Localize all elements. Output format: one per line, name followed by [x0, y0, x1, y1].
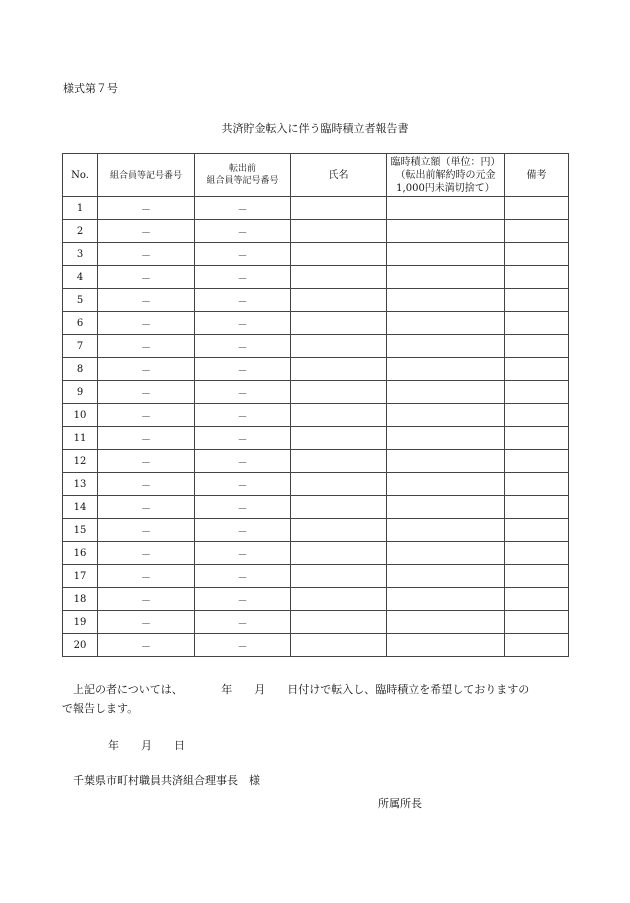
row-name	[291, 335, 387, 358]
row-amount	[387, 450, 505, 473]
row-amount	[387, 404, 505, 427]
row-amount	[387, 197, 505, 220]
row-name	[291, 312, 387, 335]
row-remarks	[505, 197, 569, 220]
header-name: 氏名	[291, 154, 387, 197]
row-prev-member-number: －	[195, 220, 291, 243]
row-member-number: －	[98, 197, 195, 220]
row-member-number: －	[98, 542, 195, 565]
row-member-number: －	[98, 381, 195, 404]
row-name	[291, 519, 387, 542]
row-member-number: －	[98, 496, 195, 519]
body-line-2: で報告します。	[62, 702, 139, 715]
report-table	[62, 153, 569, 657]
row-no: 15	[63, 519, 98, 542]
table-header-row	[63, 154, 569, 197]
row-name	[291, 220, 387, 243]
table-row	[63, 450, 569, 473]
row-prev-member-number: －	[195, 450, 291, 473]
table-row	[63, 243, 569, 266]
row-prev-member-number: －	[195, 634, 291, 657]
row-no: 11	[63, 427, 98, 450]
row-no: 13	[63, 473, 98, 496]
document-title: 共済貯金転入に伴う臨時積立者報告書	[221, 122, 409, 135]
table-row	[63, 197, 569, 220]
row-remarks	[505, 381, 569, 404]
row-member-number: －	[98, 427, 195, 450]
row-member-number: －	[98, 473, 195, 496]
row-amount	[387, 358, 505, 381]
row-member-number: －	[98, 450, 195, 473]
row-name	[291, 450, 387, 473]
row-remarks	[505, 565, 569, 588]
row-prev-member-number: －	[195, 565, 291, 588]
row-name	[291, 404, 387, 427]
row-prev-member-number: －	[195, 519, 291, 542]
row-prev-member-number: －	[195, 473, 291, 496]
row-amount	[387, 473, 505, 496]
row-member-number: －	[98, 312, 195, 335]
row-prev-member-number: －	[195, 335, 291, 358]
table-row	[63, 473, 569, 496]
row-member-number: －	[98, 634, 195, 657]
row-remarks	[505, 542, 569, 565]
row-amount	[387, 381, 505, 404]
row-remarks	[505, 289, 569, 312]
row-name	[291, 358, 387, 381]
header-prev-line1: 転出前	[228, 164, 256, 174]
header-amount-line3: 1,000円未満切捨て）	[396, 182, 495, 194]
table-row	[63, 611, 569, 634]
table-row	[63, 289, 569, 312]
row-remarks	[505, 243, 569, 266]
row-name	[291, 266, 387, 289]
row-no: 14	[63, 496, 98, 519]
row-prev-member-number: －	[195, 496, 291, 519]
row-no: 2	[63, 220, 98, 243]
row-amount	[387, 542, 505, 565]
row-remarks	[505, 220, 569, 243]
row-name	[291, 381, 387, 404]
row-prev-member-number: －	[195, 197, 291, 220]
header-prev-member-number	[195, 154, 291, 197]
row-member-number: －	[98, 266, 195, 289]
table-row	[63, 381, 569, 404]
row-remarks	[505, 404, 569, 427]
row-member-number: －	[98, 358, 195, 381]
row-amount	[387, 496, 505, 519]
row-remarks	[505, 335, 569, 358]
row-amount	[387, 266, 505, 289]
row-prev-member-number: －	[195, 312, 291, 335]
row-remarks	[505, 634, 569, 657]
row-amount	[387, 312, 505, 335]
row-no: 4	[63, 266, 98, 289]
row-prev-member-number: －	[195, 427, 291, 450]
row-no: 10	[63, 404, 98, 427]
header-amount-line2: （転出前解約時の元金	[395, 169, 496, 181]
row-prev-member-number: －	[195, 243, 291, 266]
header-amount	[387, 154, 505, 197]
row-member-number: －	[98, 335, 195, 358]
row-prev-member-number: －	[195, 289, 291, 312]
table-row	[63, 496, 569, 519]
row-remarks	[505, 427, 569, 450]
body-text	[62, 680, 572, 718]
table-row	[63, 542, 569, 565]
header-prev-line2: 組合員等記号番号	[206, 176, 279, 186]
table-row	[63, 588, 569, 611]
row-member-number: －	[98, 220, 195, 243]
row-amount	[387, 243, 505, 266]
row-amount	[387, 427, 505, 450]
row-remarks	[505, 519, 569, 542]
row-no: 18	[63, 588, 98, 611]
row-remarks	[505, 358, 569, 381]
header-remarks: 備考	[505, 154, 569, 197]
row-member-number: －	[98, 243, 195, 266]
row-no: 8	[63, 358, 98, 381]
date-line: 年 月 日	[108, 739, 185, 752]
table-row	[63, 266, 569, 289]
row-name	[291, 588, 387, 611]
table-row	[63, 220, 569, 243]
row-member-number: －	[98, 611, 195, 634]
row-prev-member-number: －	[195, 404, 291, 427]
row-amount	[387, 220, 505, 243]
row-member-number: －	[98, 519, 195, 542]
body-line-1: 上記の者については、 年 月 日付けで転入し、臨時積立を希望しておりますの	[73, 683, 530, 696]
row-amount	[387, 519, 505, 542]
row-name	[291, 634, 387, 657]
row-no: 19	[63, 611, 98, 634]
row-prev-member-number: －	[195, 266, 291, 289]
row-remarks	[505, 450, 569, 473]
table-row	[63, 519, 569, 542]
table-row	[63, 427, 569, 450]
row-no: 1	[63, 197, 98, 220]
table-row	[63, 312, 569, 335]
row-no: 7	[63, 335, 98, 358]
row-no: 9	[63, 381, 98, 404]
row-name	[291, 197, 387, 220]
header-no: No.	[63, 154, 98, 197]
row-name	[291, 289, 387, 312]
header-member-number	[98, 154, 195, 197]
header-amount-line1: 臨時積立額（単位：円）	[390, 156, 501, 168]
row-prev-member-number: －	[195, 588, 291, 611]
signer: 所属所長	[378, 797, 422, 810]
row-name	[291, 611, 387, 634]
row-remarks	[505, 611, 569, 634]
row-no: 5	[63, 289, 98, 312]
row-amount	[387, 611, 505, 634]
row-member-number: －	[98, 588, 195, 611]
row-prev-member-number: －	[195, 358, 291, 381]
table-row	[63, 358, 569, 381]
table-row	[63, 634, 569, 657]
row-amount	[387, 289, 505, 312]
row-name	[291, 565, 387, 588]
header-member-number-label: 組合員等記号番号	[109, 170, 182, 181]
row-name	[291, 496, 387, 519]
row-no: 6	[63, 312, 98, 335]
row-name	[291, 473, 387, 496]
row-remarks	[505, 473, 569, 496]
row-no: 16	[63, 542, 98, 565]
row-member-number: －	[98, 565, 195, 588]
row-no: 3	[63, 243, 98, 266]
row-no: 12	[63, 450, 98, 473]
table-row	[63, 335, 569, 358]
row-name	[291, 542, 387, 565]
row-amount	[387, 634, 505, 657]
row-amount	[387, 588, 505, 611]
table-body	[63, 197, 569, 657]
addressee: 千葉県市町村職員共済組合理事長 様	[73, 774, 260, 787]
row-amount	[387, 335, 505, 358]
row-member-number: －	[98, 404, 195, 427]
row-member-number: －	[98, 289, 195, 312]
row-remarks	[505, 312, 569, 335]
table-row	[63, 404, 569, 427]
row-remarks	[505, 588, 569, 611]
row-amount	[387, 565, 505, 588]
table-row	[63, 565, 569, 588]
row-remarks	[505, 496, 569, 519]
row-no: 17	[63, 565, 98, 588]
form-number: 様式第７号	[63, 82, 118, 95]
row-remarks	[505, 266, 569, 289]
row-prev-member-number: －	[195, 542, 291, 565]
row-name	[291, 243, 387, 266]
row-prev-member-number: －	[195, 381, 291, 404]
row-prev-member-number: －	[195, 611, 291, 634]
row-name	[291, 427, 387, 450]
row-no: 20	[63, 634, 98, 657]
